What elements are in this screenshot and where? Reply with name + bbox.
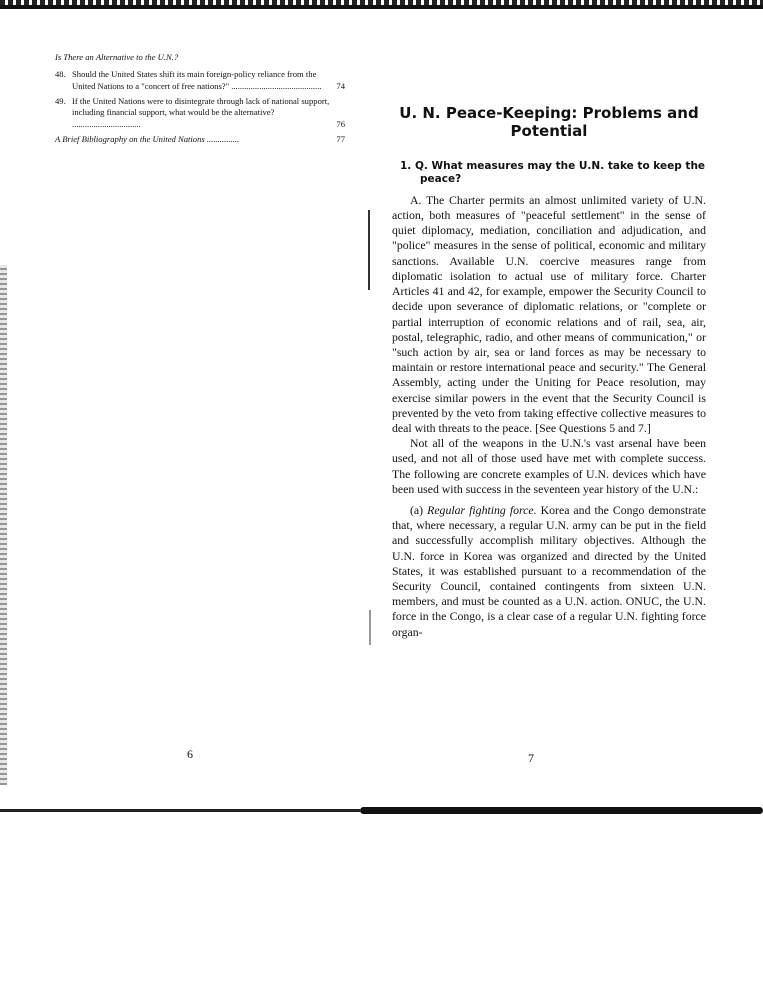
- page-number-right: 7: [528, 751, 534, 765]
- bibliography-page: 77: [336, 134, 345, 145]
- item-heading: Regular fighting force.: [427, 502, 537, 517]
- toc-number: 48.: [55, 69, 66, 80]
- margin-mark: [368, 210, 370, 290]
- toc-page: 74: [336, 80, 345, 91]
- item-text: Korea and the Congo demonstrate that, where necessary, a regular U.N. army can be put in the field and successfully accomplish military objectives. Although the U.N. force in Korea was organized and directed by the United States, it was established pursuant to a recommendation of the Security Council, contained contingents from sixteen U.N. members, and must be counted as a U.N. action. ONUC, the U.N. force in the Congo, is a clear case of a regular U.N. fighting force organ-: [392, 502, 707, 639]
- bottom-scan-edge: [0, 807, 763, 815]
- right-page: [392, 104, 706, 640]
- page-number-left: 6: [187, 747, 193, 761]
- toc-item: [55, 69, 345, 92]
- bibliography-text: A Brief Bibliography on the United Nations ...............: [55, 134, 240, 145]
- item-a-paragraph: [392, 503, 706, 640]
- running-head: Is There an Alternative to the U.N.?: [55, 52, 179, 62]
- left-binding-strip: [0, 265, 7, 785]
- body-paragraph: Not all of the weapons in the U.N.'s vast arsenal have been used, and not all of those used have met with complete success. The following are concrete examples of U.N. devices which have been used with success in the seventeen year history of the U.N.:: [392, 436, 706, 496]
- toc-number: 49.: [55, 96, 66, 107]
- toc-item: [55, 96, 345, 130]
- top-scan-bar: [0, 5, 763, 9]
- question-heading: 1. Q. What measures may the U.N. take to keep the peace?: [400, 160, 706, 186]
- chapter-title: U. N. Peace-Keeping: Problems and Potential: [399, 104, 699, 140]
- bibliography-entry: [55, 134, 345, 145]
- answer-paragraph: A. The Charter permits an almost unlimited variety of U.N. action, both measures of "peaceful settlement" in the sense of quiet diplomacy, mediation, conciliation and adjudication, and "police" measures in the sense of political, economic and military sanctions. Available U.N. coercive measures range from diplomatic isolation to actual use of military force. Charter Articles 41 and 42, for example, empower the Security Council to decide upon severance of diplomatic relations, or "complete or partial interruption of economic relations and of rail, sea, air, postal, telegraphic, radio, and other means of communication," or "such action by air, sea or land forces as may be necessary to maintain or restore international peace and security." The General Assembly, acting under the Uniting for Peace resolution, may exercise similar powers in the event that the Security Council is prevented by the veto from taking effective collective measures to deal with threats to the peace. [See Questions 5 and 7.]: [392, 192, 706, 435]
- margin-mark: [369, 610, 371, 645]
- item-label: (a): [410, 502, 424, 517]
- toc-page: 76: [336, 118, 345, 129]
- toc-text: If the United Nations were to disintegrate through lack of national support, including financial support, what would be the alternative? ................................: [72, 96, 330, 129]
- left-page: [55, 52, 345, 145]
- toc-text: Should the United States shift its main foreign-policy reliance from the United Nations to a "concert of free nations?" ..........................................: [72, 69, 322, 91]
